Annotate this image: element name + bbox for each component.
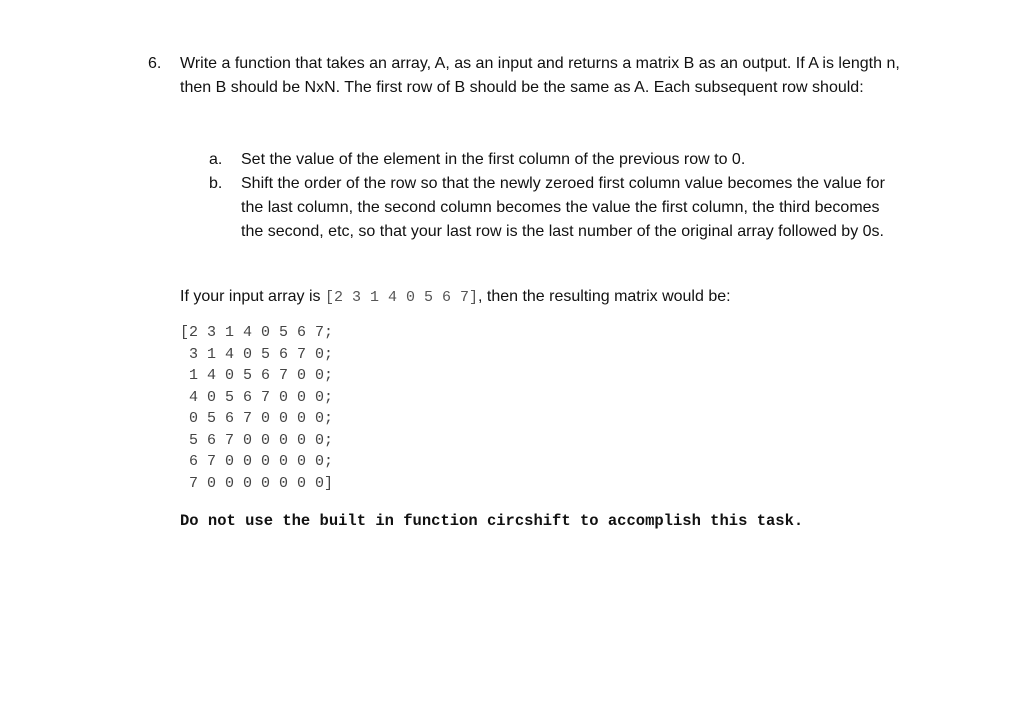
matrix-row: 7 0 0 0 0 0 0 0] [180, 474, 334, 492]
matrix-row: 3 1 4 0 5 6 7 0; [180, 345, 334, 363]
question-intro: Write a function that takes an array, A, as an input and returns a matrix B as an output. If A is length n, then B should be NxN. The first row of B should be the same as A. Each subsequent row should: [180, 55, 900, 96]
matrix-row: 5 6 7 0 0 0 0 0; [180, 431, 334, 449]
step-label: a. [209, 151, 223, 168]
example-prefix: If your input array is [180, 288, 325, 305]
step-item [209, 148, 909, 172]
matrix-row: 6 7 0 0 0 0 0 0; [180, 453, 334, 470]
step-item [209, 172, 909, 244]
restriction-note: Do not use the built in function circshift to accomplish this task. [180, 512, 804, 530]
question-number: 6. [148, 55, 162, 72]
step-text: Shift the order of the row so that the newly zeroed first column value becomes the value for the last column, the second column becomes the value the first column, the third becomes the second, etc, so that your last row is the last number of the original array followed by 0s. [241, 175, 885, 240]
matrix-row: [2 3 1 4 0 5 6 7; [180, 324, 334, 341]
matrix-row: 4 0 5 6 7 0 0 0; [180, 388, 334, 406]
step-text: Set the value of the element in the first column of the previous row to 0. [241, 151, 746, 168]
example-array: [2 3 1 4 0 5 6 7] [324, 289, 478, 306]
step-label: b. [209, 175, 223, 192]
example-suffix: , then the resulting matrix would be: [477, 288, 731, 305]
matrix-row: 1 4 0 5 6 7 0 0; [180, 367, 334, 384]
matrix-row: 0 5 6 7 0 0 0 0; [180, 410, 334, 427]
example-sentence [180, 285, 731, 310]
steps-list [209, 148, 909, 244]
result-matrix [180, 322, 333, 494]
